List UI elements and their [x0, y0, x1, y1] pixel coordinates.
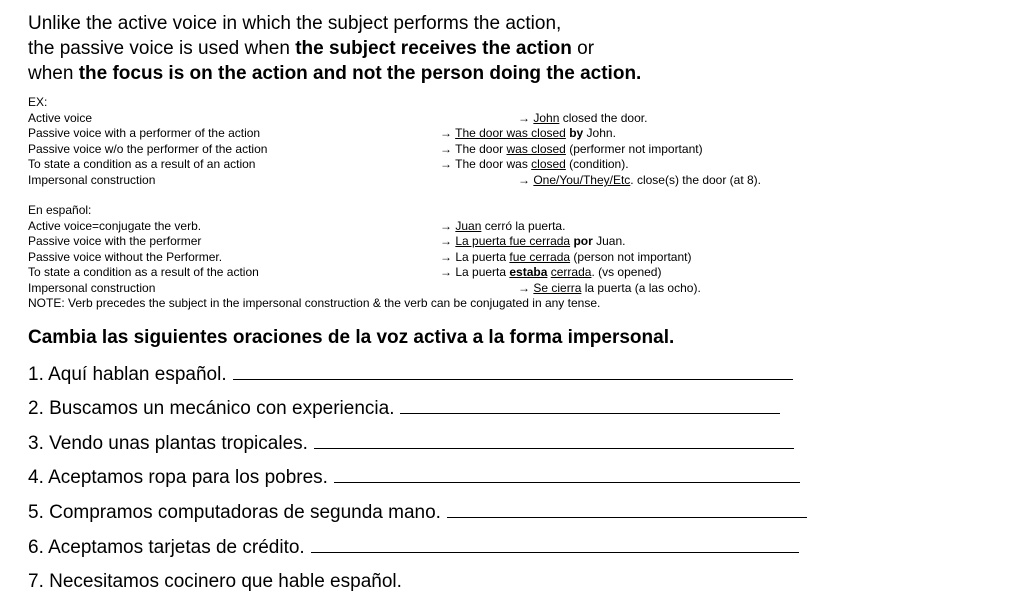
example-text: (performer not important) — [565, 142, 703, 156]
row-example — [440, 234, 625, 250]
row-label: Active voice=conjugate the verb. — [28, 219, 202, 233]
row-label: Passive voice with a performer of the action — [28, 126, 261, 140]
answer-blank[interactable] — [233, 363, 793, 380]
row-example — [440, 219, 565, 235]
example-underlined: fue cerrada — [509, 250, 571, 264]
ex-label: EX: — [28, 95, 48, 109]
row-label: To state a condition as a result of an action — [28, 157, 256, 171]
question-text: 7. Necesitamos cocinero que hable español. — [28, 571, 402, 592]
question-7 — [28, 569, 402, 595]
row-example — [440, 126, 616, 142]
exercise-heading: Cambia las siguientes oraciones de la voz activa a la forma impersonal. — [28, 327, 675, 348]
example-text: (condition). — [565, 157, 629, 171]
example-text-end: . (vs opened) — [591, 265, 662, 279]
row-example — [440, 265, 661, 281]
answer-blank[interactable] — [334, 466, 800, 483]
arrow-icon: → — [440, 234, 456, 248]
question-text: 2. Buscamos un mecánico con experiencia. — [28, 398, 395, 419]
question-4 — [28, 465, 800, 491]
row-example — [440, 157, 629, 173]
intro-line-2-end: or — [571, 38, 595, 59]
example-text-end: Juan. — [592, 234, 626, 248]
question-6 — [28, 535, 799, 561]
arrow-icon: → La puerta — [440, 250, 510, 264]
spanish-row-active — [28, 219, 1008, 235]
spanish-row-impersonal — [28, 281, 1008, 297]
answer-blank[interactable] — [400, 397, 780, 414]
example-underlined: was closed — [506, 142, 566, 156]
example-underlined: Se cierra — [533, 281, 582, 295]
arrow-icon: → La puerta — [440, 265, 510, 279]
row-example — [440, 142, 703, 158]
example-text: closed the door. — [559, 111, 648, 125]
example-underlined: One/You/They/Etc — [533, 173, 631, 187]
arrow-icon: → — [518, 281, 534, 295]
example-underlined: La puerta fue cerrada — [455, 234, 571, 248]
row-example — [440, 250, 691, 266]
intro-line-2-bold: the subject receives the action — [295, 38, 572, 59]
english-row-condition — [28, 157, 1008, 173]
arrow-icon: → — [440, 126, 456, 140]
example-text-end: John. — [583, 126, 616, 140]
intro-line-3-text: when — [28, 63, 79, 84]
question-text: 3. Vendo unas plantas tropicales. — [28, 433, 308, 454]
spanish-row-passive-performer — [28, 234, 1008, 250]
row-label: Impersonal construction — [28, 173, 156, 187]
example-text: . close(s) the door (at 8). — [630, 173, 762, 187]
english-row-passive-no-performer — [28, 142, 1008, 158]
arrow-icon: → — [518, 111, 534, 125]
example-underlined: The door was closed — [455, 126, 566, 140]
example-text: la puerta (a las ocho). — [581, 281, 701, 295]
intro-line-3-bold: the focus is on the action and not the person doing the action. — [78, 63, 642, 84]
english-row-impersonal — [28, 173, 1008, 189]
intro-line-3 — [28, 61, 641, 86]
example-text: (person not important) — [570, 250, 692, 264]
english-row-passive-performer — [28, 126, 1008, 142]
row-label: Passive voice without the Performer. — [28, 250, 223, 264]
question-5 — [28, 500, 807, 526]
example-underlined: Juan — [455, 219, 482, 233]
row-example — [518, 111, 647, 127]
spanish-row-condition — [28, 265, 1008, 281]
arrow-icon: → The door — [440, 142, 507, 156]
intro-paragraph — [28, 11, 641, 86]
question-2 — [28, 396, 780, 422]
note-text: NOTE: Verb precedes the subject in the impersonal construction & the verb can be conjugated in any tense. — [28, 296, 601, 310]
example-underlined: cerrada — [550, 265, 592, 279]
example-text: cerró la puerta. — [481, 219, 566, 233]
row-example — [518, 173, 761, 189]
example-underlined: closed — [531, 157, 566, 171]
row-label: To state a condition as a result of the action — [28, 265, 259, 279]
row-label: Passive voice with the performer — [28, 234, 202, 248]
example-bold: por — [573, 234, 593, 248]
question-1 — [28, 362, 793, 388]
spanish-row-passive-no-performer — [28, 250, 1008, 266]
intro-line-1: Unlike the active voice in which the subject performs the action, — [28, 13, 562, 34]
arrow-icon: → — [518, 173, 534, 187]
spanish-label: En español: — [28, 203, 92, 217]
english-row-active — [28, 111, 1008, 127]
answer-blank[interactable] — [311, 536, 799, 553]
arrow-icon: → — [440, 219, 456, 233]
row-example — [518, 281, 701, 297]
row-label: Active voice — [28, 111, 93, 125]
example-bold-underlined: estaba — [509, 265, 548, 279]
question-text: 4. Aceptamos ropa para los pobres. — [28, 467, 328, 488]
answer-blank[interactable] — [314, 432, 794, 449]
example-bold: by — [569, 126, 584, 140]
question-3 — [28, 431, 794, 457]
arrow-icon: → The door was — [440, 157, 532, 171]
intro-line-2-text: the passive voice is used when — [28, 38, 296, 59]
row-label: Impersonal construction — [28, 281, 156, 295]
question-text: 5. Compramos computadoras de segunda mano. — [28, 502, 441, 523]
example-underlined: John — [533, 111, 560, 125]
intro-line-2 — [28, 36, 641, 61]
question-text: 1. Aquí hablan español. — [28, 364, 227, 385]
answer-blank[interactable] — [447, 501, 807, 518]
row-label: Passive voice w/o the performer of the action — [28, 142, 268, 156]
question-text: 6. Aceptamos tarjetas de crédito. — [28, 537, 305, 558]
